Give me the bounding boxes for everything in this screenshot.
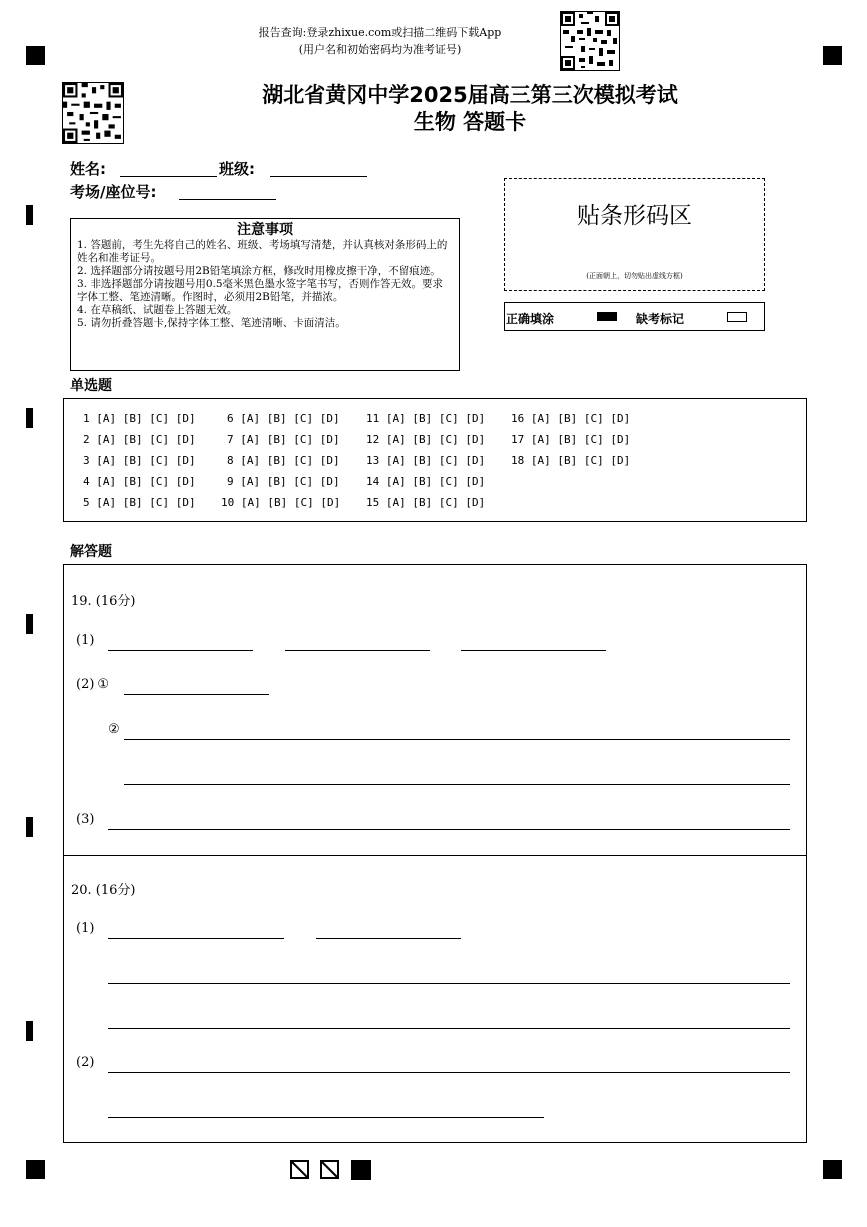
mc-number: 16 — [511, 412, 525, 425]
q19-part-2-number: (2) — [76, 677, 95, 692]
mc-options[interactable]: [A] [B] [C] [D] — [530, 412, 631, 425]
mc-options[interactable]: [A] [B] [C] [D] — [96, 433, 196, 446]
q19-part-3-label: (3) — [76, 812, 95, 827]
q19-circled-2: ② — [108, 722, 120, 737]
mc-item-16[interactable] — [511, 412, 630, 426]
exam-title-line2: 生物 答题卡 — [413, 110, 527, 134]
mc-item-1[interactable] — [83, 412, 196, 426]
mc-number: 18 — [511, 454, 525, 467]
mc-item-9[interactable] — [227, 475, 340, 489]
q20-part-1-blank-line-2[interactable] — [108, 983, 790, 984]
q19-part-2-blank-1[interactable] — [124, 694, 269, 695]
app-download-qr-code[interactable] — [560, 11, 620, 71]
page-mark-crossed-box-2 — [320, 1160, 339, 1179]
absent-mark-label: 缺考标记 — [636, 312, 685, 326]
barcode-area[interactable] — [504, 178, 765, 291]
mc-item-17[interactable] — [511, 433, 630, 447]
mc-number: 2 — [83, 433, 90, 446]
mc-options[interactable]: [A] [B] [C] [D] — [385, 433, 486, 446]
mc-number: 9 — [227, 475, 234, 488]
registration-mark-bottom-right — [823, 1160, 842, 1179]
mc-number: 12 — [366, 433, 380, 446]
notice-box — [70, 218, 460, 371]
mc-number: 13 — [366, 454, 380, 467]
mc-options[interactable]: [A] [B] [C] [D] — [240, 454, 340, 467]
q20-part-1-blank-line-3[interactable] — [108, 1028, 790, 1029]
mc-item-11[interactable] — [366, 412, 485, 426]
q20-part-1-label: (1) — [76, 921, 95, 936]
notice-item: 4. 在草稿纸、试题卷上答题无效。 — [77, 304, 238, 316]
name-field[interactable] — [120, 176, 217, 177]
seat-label: 考场/座位号: — [70, 183, 157, 201]
mc-number: 6 — [227, 412, 234, 425]
notice-item: 3. 非选择题部分请按题号用0.5毫米黑色墨水签字笔书写，否则作答无效。要求字体工整、笔迹清晰。作图时，必须用2B铅笔，并描浓。 — [77, 278, 444, 303]
mc-item-8[interactable] — [227, 454, 340, 468]
q19-part-3-blank[interactable] — [108, 829, 790, 830]
q20-part-2-label: (2) — [76, 1055, 95, 1070]
notice-item: 2. 选择题部分请按题号用2B铅笔填涂方框，修改时用橡皮擦干净，不留痕迹。 — [77, 265, 441, 277]
mc-options[interactable]: [A] [B] [C] [D] — [240, 433, 340, 446]
mc-number: 14 — [366, 475, 380, 488]
mc-item-12[interactable] — [366, 433, 485, 447]
mc-number: 10 — [221, 496, 235, 509]
absent-mark-box[interactable] — [727, 312, 747, 322]
mc-options[interactable]: [A] [B] [C] [D] — [96, 475, 196, 488]
page-mark-filled-box — [351, 1160, 371, 1180]
fill-legend — [504, 302, 765, 331]
mc-number: 8 — [227, 454, 234, 467]
answer-section-label: 解答题 — [70, 544, 112, 560]
mc-item-7[interactable] — [227, 433, 340, 447]
mc-options[interactable]: [A] [B] [C] [D] — [530, 433, 631, 446]
question-19-heading: 19. (16分) — [71, 594, 136, 609]
mc-item-5[interactable] — [83, 496, 196, 510]
q20-part-1-blank-2[interactable] — [316, 938, 461, 939]
q19-part-1-label: (1) — [76, 633, 95, 648]
mc-options[interactable]: [A] [B] [C] [D] — [530, 454, 631, 467]
mc-item-10[interactable] — [221, 496, 340, 510]
mc-options[interactable]: [A] [B] [C] [D] — [385, 475, 486, 488]
q19-part-1-blank-1[interactable] — [108, 650, 253, 651]
q19-part-2-blank-2-line-1[interactable] — [124, 739, 790, 740]
notice-item: 1. 答题前，考生先将自己的姓名、班级、考场填写清楚，并认真核对条形码上的姓名和准考证号。 — [77, 239, 448, 264]
q19-circled-1: ① — [97, 677, 110, 692]
mc-item-15[interactable] — [366, 496, 485, 510]
correct-fill-sample — [597, 312, 617, 321]
question-20-box — [63, 855, 807, 1143]
class-label: 班级: — [219, 160, 255, 178]
barcode-area-title: 贴条形码区 — [577, 203, 692, 229]
registration-mark-bottom-left — [26, 1160, 45, 1179]
multiple-choice-box — [63, 398, 807, 522]
timing-mark — [26, 614, 33, 634]
mc-options[interactable]: [A] [B] [C] [D] — [240, 496, 341, 509]
mc-options[interactable]: [A] [B] [C] [D] — [240, 475, 340, 488]
timing-mark — [26, 408, 33, 428]
mc-options[interactable]: [A] [B] [C] [D] — [385, 454, 486, 467]
mc-number: 3 — [83, 454, 90, 467]
mc-number: 4 — [83, 475, 90, 488]
mc-item-13[interactable] — [366, 454, 485, 468]
mc-options[interactable]: [A] [B] [C] [D] — [385, 412, 486, 425]
report-query-line1: 报告查询:登录zhixue.com或扫描二维码下载App — [258, 26, 502, 39]
mc-number: 15 — [366, 496, 380, 509]
mc-number: 1 — [83, 412, 90, 425]
mc-number: 5 — [83, 496, 90, 509]
mc-item-2[interactable] — [83, 433, 196, 447]
page-mark-crossed-box-1 — [290, 1160, 309, 1179]
q19-part-2-label — [76, 677, 109, 692]
mc-item-6[interactable] — [227, 412, 340, 426]
question-19-box — [63, 564, 807, 856]
q19-part-1-blank-3[interactable] — [461, 650, 606, 651]
seat-field[interactable] — [179, 199, 276, 200]
q20-part-2-blank-line-1[interactable] — [108, 1072, 790, 1073]
notice-list — [71, 239, 459, 330]
notice-title: 注意事项 — [237, 222, 293, 238]
barcode-area-hint: (正面朝上，切勿贴出虚线方框) — [586, 272, 683, 280]
card-qr-code — [62, 82, 124, 144]
q19-part-2-blank-2-line-2[interactable] — [124, 784, 790, 785]
exam-title-line1: 湖北省黄冈中学2025届高三第三次模拟考试 — [262, 83, 678, 107]
mc-options[interactable]: [A] [B] [C] [D] — [96, 496, 196, 509]
mc-item-14[interactable] — [366, 475, 485, 489]
registration-mark-top-left — [26, 46, 45, 65]
mc-options[interactable]: [A] [B] [C] [D] — [385, 496, 486, 509]
q19-part-1-blank-2[interactable] — [285, 650, 430, 651]
registration-mark-top-right — [823, 46, 842, 65]
q20-part-2-blank-line-2[interactable] — [108, 1117, 544, 1118]
exam-title — [150, 82, 790, 136]
report-query-line2: (用户名和初始密码均为准考证号) — [298, 43, 462, 56]
correct-fill-label: 正确填涂 — [506, 312, 555, 326]
question-20-heading: 20. (16分) — [71, 883, 136, 898]
mc-item-18[interactable] — [511, 454, 630, 468]
mc-number: 17 — [511, 433, 525, 446]
timing-mark — [26, 205, 33, 225]
name-label: 姓名: — [70, 160, 106, 178]
mc-number: 7 — [227, 433, 234, 446]
mc-number: 11 — [366, 412, 380, 425]
timing-mark — [26, 817, 33, 837]
timing-mark — [26, 1021, 33, 1041]
notice-item: 5. 请勿折叠答题卡,保持字体工整、笔迹清晰、卡面清洁。 — [77, 317, 346, 329]
report-query-note — [200, 24, 560, 58]
mc-options[interactable]: [A] [B] [C] [D] — [240, 412, 340, 425]
q20-part-1-blank-1[interactable] — [108, 938, 284, 939]
mc-options[interactable]: [A] [B] [C] [D] — [96, 454, 196, 467]
mc-item-4[interactable] — [83, 475, 196, 489]
class-field[interactable] — [270, 176, 367, 177]
multiple-choice-section-label: 单选题 — [70, 378, 112, 394]
mc-options[interactable]: [A] [B] [C] [D] — [96, 412, 196, 425]
mc-item-3[interactable] — [83, 454, 196, 468]
